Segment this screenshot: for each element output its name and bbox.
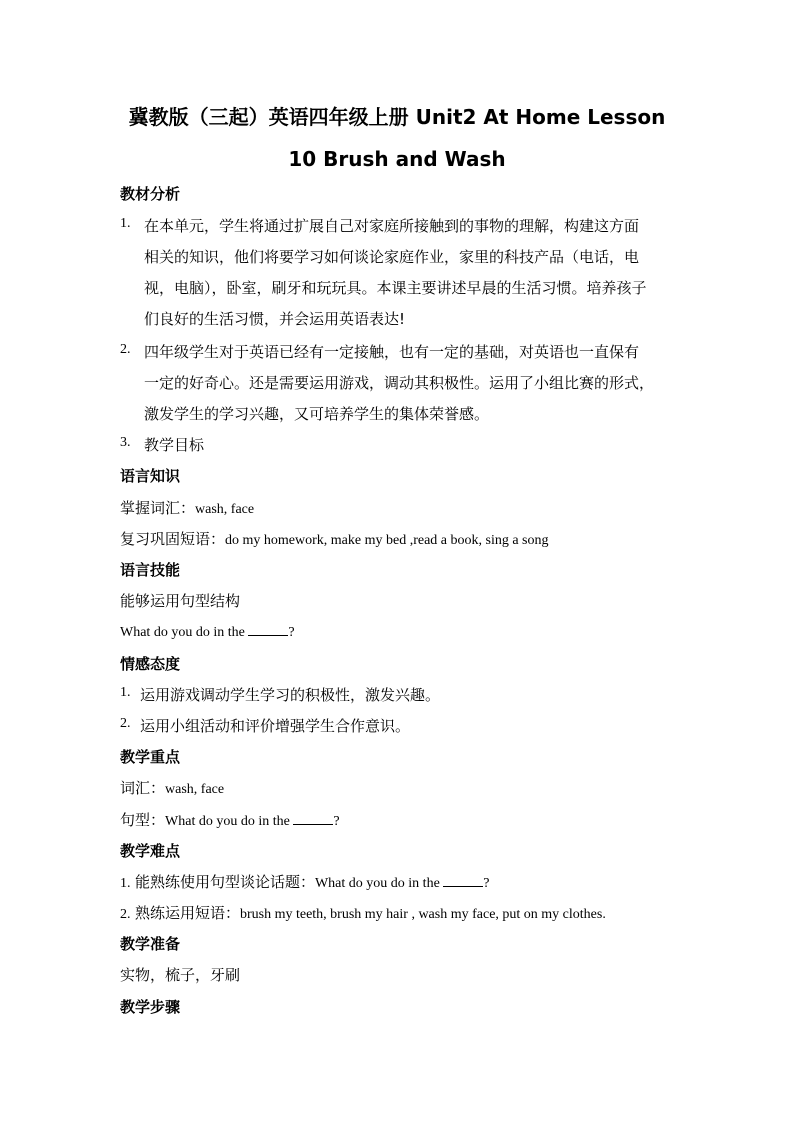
fill-blank: [443, 874, 483, 887]
key-pattern-text: What do you do in the: [165, 814, 294, 829]
attitude-item: 运用小组活动和评价增强学生合作意识。: [140, 717, 411, 735]
list-number: 1.: [120, 876, 131, 891]
section-heading-attitude: 情感态度: [120, 655, 181, 673]
title-line-2: 10 Brush and Wash: [288, 147, 506, 171]
list-number: 2.: [120, 716, 131, 731]
key-vocab-label: 词汇：: [120, 779, 166, 797]
skills-line: 能够运用句型结构: [120, 592, 241, 610]
pattern-text: What do you do in the: [120, 625, 249, 640]
paragraph-line: 在本单元，学生将通过扩展自己对家庭所接触到的事物的理解，构建这方面: [144, 217, 640, 235]
list-number: 1.: [120, 685, 131, 700]
paragraph-line: 一定的好奇心。还是需要运用游戏，调动其积极性。运用了小组比赛的形式，: [144, 374, 655, 392]
title-line-1: 冀教版（三起）英语四年级上册 Unit2 At Home Lesson: [128, 105, 666, 129]
section-heading-preparation: 教学准备: [120, 935, 181, 953]
vocab-line: [120, 498, 254, 520]
section-heading-language-knowledge: 语言知识: [120, 467, 181, 485]
section-heading-difficulties: 教学难点: [120, 842, 181, 860]
section-heading-steps: 教学步骤: [120, 998, 181, 1016]
vocab-label: 掌握词汇：: [120, 499, 196, 517]
difficulty-item-2: [120, 903, 606, 925]
paragraph-line: 四年级学生对于英语已经有一定接触，也有一定的基础，对英语也一直保有: [144, 343, 640, 361]
key-vocab-line: [120, 778, 224, 800]
key-pattern-end: ?: [333, 814, 340, 829]
difficulty-phrases: brush my teeth, brush my hair , wash my face, put on my clothes.: [239, 907, 606, 922]
list-number: 3.: [120, 435, 131, 450]
difficulty-item-1: [120, 872, 490, 894]
fill-blank: [293, 812, 333, 825]
list-number: 1.: [120, 216, 131, 231]
difficulty-pattern: What do you do in the: [314, 876, 444, 891]
attitude-item: 运用游戏调动学生学习的积极性，激发兴趣。: [140, 686, 441, 704]
paragraph-line: 相关的知识，他们将要学习如何谈论家庭作业，家里的科技产品（电话，电: [144, 248, 640, 266]
section-heading-language-skills: 语言技能: [120, 561, 181, 579]
paragraph-line: 视，电脑），卧室，刷牙和玩玩具。本课主要讲述早晨的生活习惯。培养孩子: [144, 279, 647, 297]
key-pattern-line: [120, 810, 340, 832]
section-heading-key-points: 教学重点: [120, 748, 181, 766]
document-title: [100, 96, 694, 180]
key-vocab-text: wash, face: [165, 782, 225, 797]
key-pattern-label: 句型：: [120, 811, 166, 829]
difficulty-pattern-end: ?: [483, 876, 490, 891]
pattern-end: ?: [288, 625, 295, 640]
list-number: 2.: [120, 907, 131, 922]
review-text: do my homework, make my bed ,read a book, sing a song: [225, 533, 549, 548]
review-label: 复习巩固短语：: [120, 530, 226, 548]
review-line: [120, 529, 549, 551]
paragraph-line: 教学目标: [144, 436, 205, 454]
preparation-text: 实物，梳子，牙刷: [120, 966, 241, 984]
fill-blank: [248, 623, 288, 636]
paragraph-line: 激发学生的学习兴趣，又可培养学生的集体荣誉感。: [144, 405, 490, 423]
difficulty-label: 熟练运用短语：: [134, 904, 240, 922]
difficulty-label: 能熟练使用句型谈论话题：: [134, 873, 315, 891]
section-heading-analysis: 教材分析: [120, 185, 181, 203]
vocab-text: wash, face: [195, 502, 255, 517]
pattern-line: [120, 622, 295, 643]
paragraph-line: 们良好的生活习惯，并会运用英语表达!: [144, 310, 406, 328]
list-number: 2.: [120, 342, 131, 357]
